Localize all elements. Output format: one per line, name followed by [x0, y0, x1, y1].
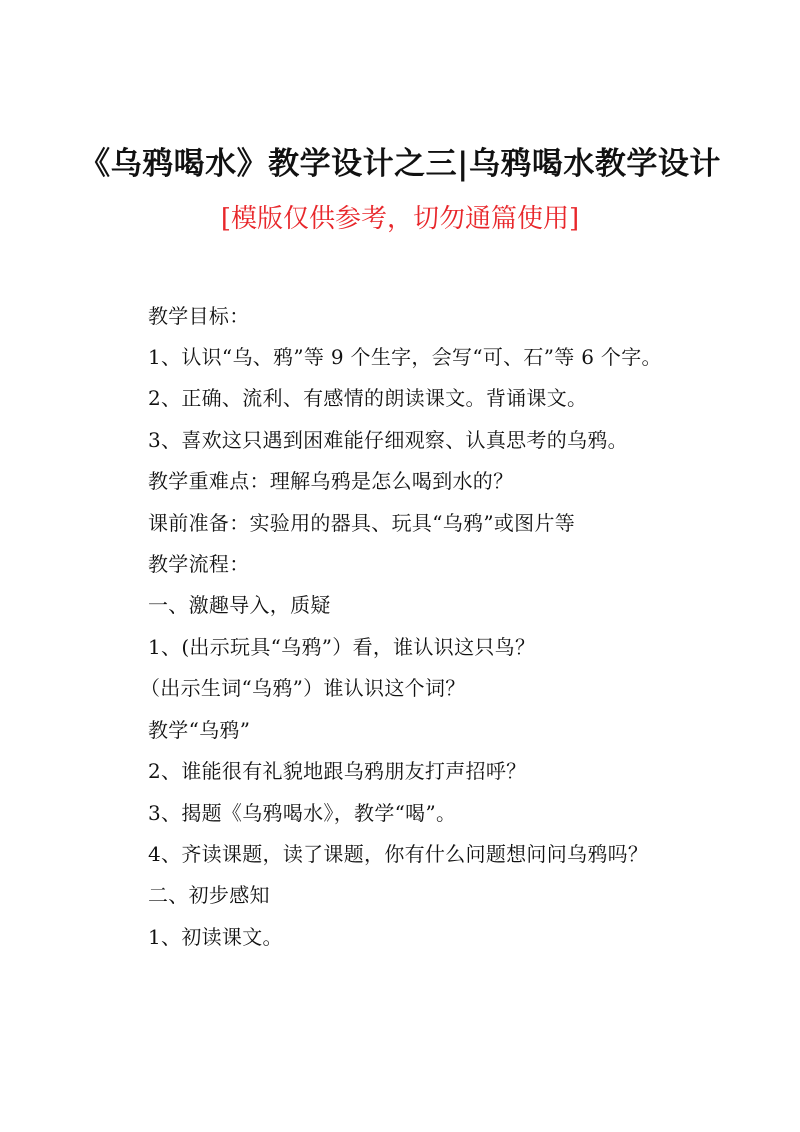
step-item: 教学“乌鸦” — [148, 718, 251, 742]
step-item: 1、初读课文。 — [148, 925, 283, 949]
step-item: （出示生词“乌鸦”）谁认识这个词？ — [140, 676, 466, 700]
objective-item-3: 3、喜欢这只遇到困难能仔细观察、认真思考的乌鸦。 — [148, 428, 628, 452]
step-heading-2: 二、初步感知 — [148, 883, 270, 907]
section-heading-process: 教学流程： — [148, 552, 250, 576]
step-heading-1: 一、激趣导入，质疑 — [148, 593, 331, 617]
preparation: 课前准备：实验用的器具、玩具“乌鸦”或图片等 — [148, 511, 576, 535]
key-difficulty: 教学重难点：理解乌鸦是怎么喝到水的？ — [148, 469, 514, 493]
step-item: 3、揭题《乌鸦喝水》，教学“喝”。 — [148, 801, 457, 825]
step-item: 4、齐读课题，读了课题，你有什么问题想问问乌鸦吗？ — [148, 842, 649, 866]
objective-item-2: 2、正确、流利、有感情的朗读课文。背诵课文。 — [148, 386, 588, 410]
document-title: 《乌鸦喝水》教学设计之三|乌鸦喝水教学设计 — [79, 146, 721, 182]
step-item: 2、谁能很有礼貌地跟乌鸦朋友打声招呼？ — [148, 759, 527, 783]
step-item: 1、(出示玩具“乌鸦”）看，谁认识这只鸟？ — [148, 635, 536, 659]
template-disclaimer: [模版仅供参考，切勿通篇使用] — [220, 204, 580, 234]
section-heading-objectives: 教学目标： — [148, 304, 250, 328]
objective-item-1: 1、认识“乌、鸦”等 9 个生字，会写“可、石”等 6 个字。 — [148, 345, 662, 369]
